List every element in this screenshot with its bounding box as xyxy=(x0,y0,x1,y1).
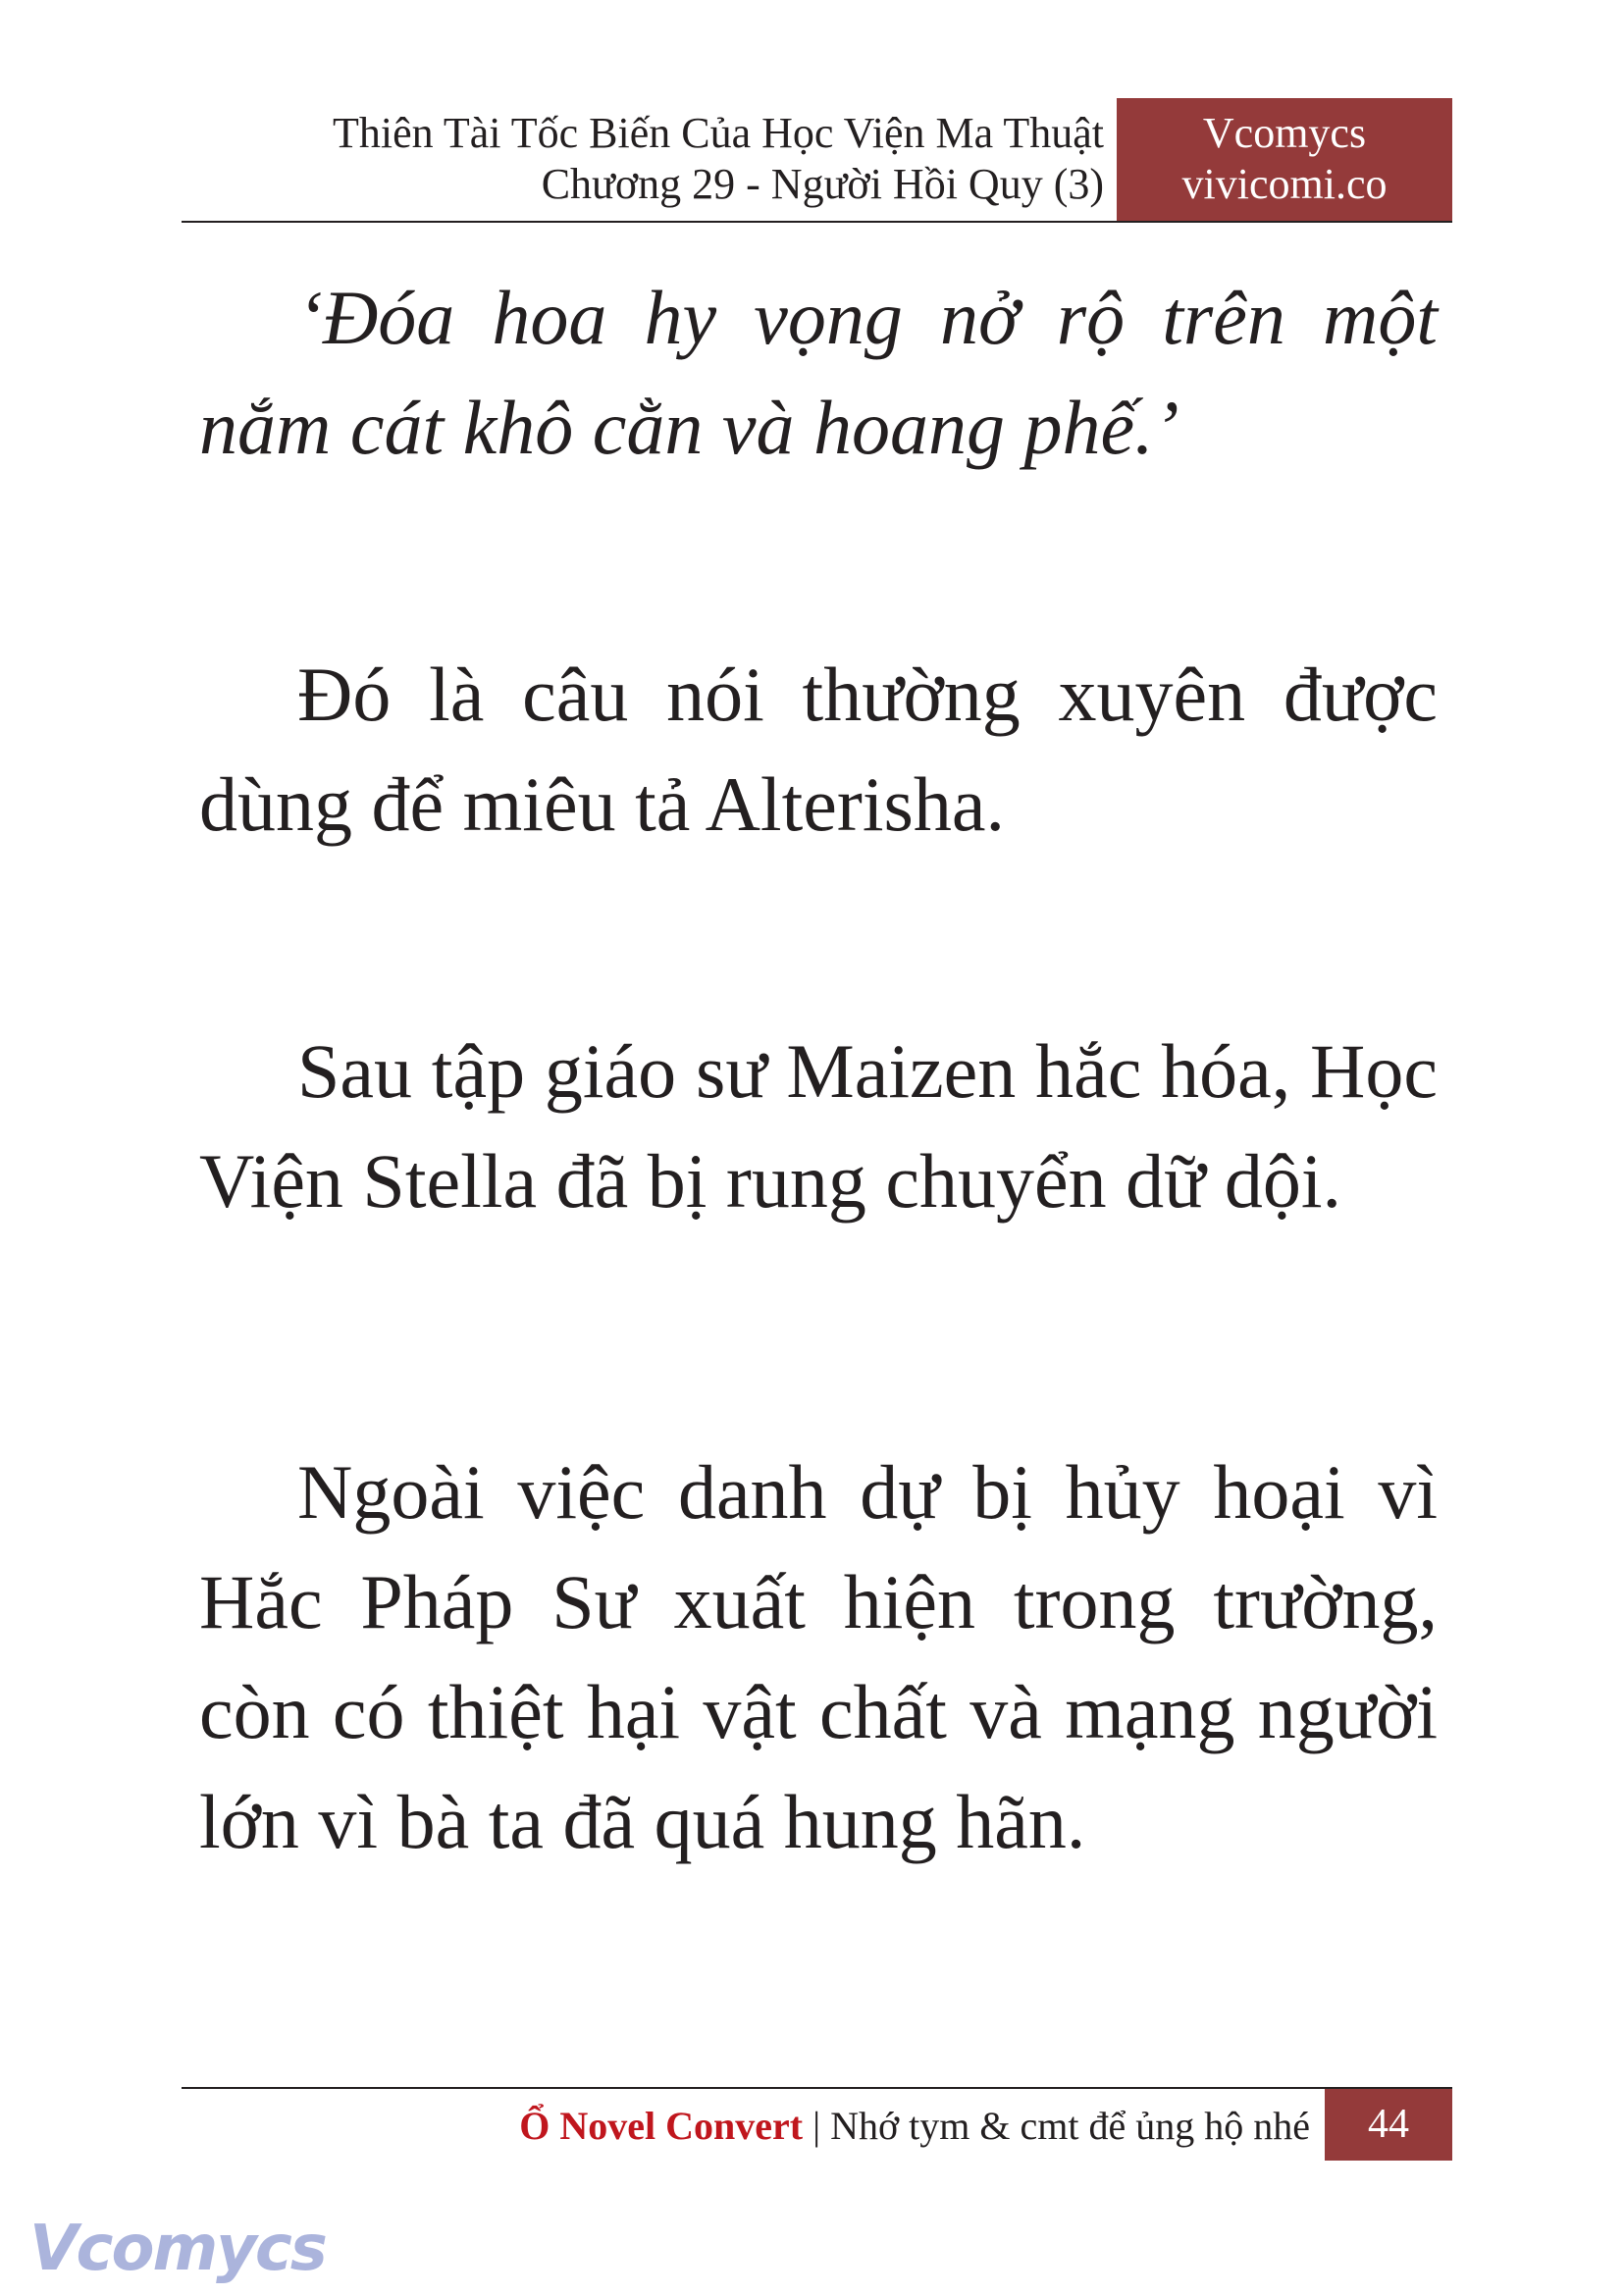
site-name: Vcomycs xyxy=(1202,109,1367,157)
footer-message: Nhớ tym & cmt để ủng hộ nhé xyxy=(830,2104,1310,2148)
header-titles xyxy=(333,108,1104,210)
site-url: vivicomi.co xyxy=(1181,160,1388,208)
paragraph-quote: ‘Đóa hoa hy vọng nở rộ trên một nắm cát khô cằn và hoang phế.’ xyxy=(199,275,1438,470)
watermark-logo: Vcomycs xyxy=(29,2213,326,2285)
footer-brand: Ổ Novel Convert xyxy=(519,2104,804,2148)
page-number: 44 xyxy=(1325,2089,1452,2161)
footer-text xyxy=(519,2103,1310,2150)
chapter-body xyxy=(199,263,1438,1877)
paragraph: Đó là câu nói thường xuyên được dùng để miêu tả Alterisha. xyxy=(199,652,1438,847)
site-badge xyxy=(1117,98,1452,221)
book-title: Thiên Tài Tốc Biến Của Học Viện Ma Thuật xyxy=(333,109,1104,157)
footer-separator: | xyxy=(812,2104,821,2148)
paragraph: Ngoài việc danh dự bị hủy hoại vì Hắc Pháp Sư xuất hiện trong trường, còn có thiệt hại vật chất và mạng người lớn vì bà ta đã quá hung hãn. xyxy=(199,1449,1438,1864)
paragraph: Sau tập giáo sư Maizen hắc hóa, Học Viện Stella đã bị rung chuyển dữ dội. xyxy=(199,1028,1438,1224)
chapter-title: Chương 29 - Người Hồi Quy (3) xyxy=(541,160,1104,208)
page-header xyxy=(182,98,1452,223)
page-footer xyxy=(182,2087,1452,2163)
